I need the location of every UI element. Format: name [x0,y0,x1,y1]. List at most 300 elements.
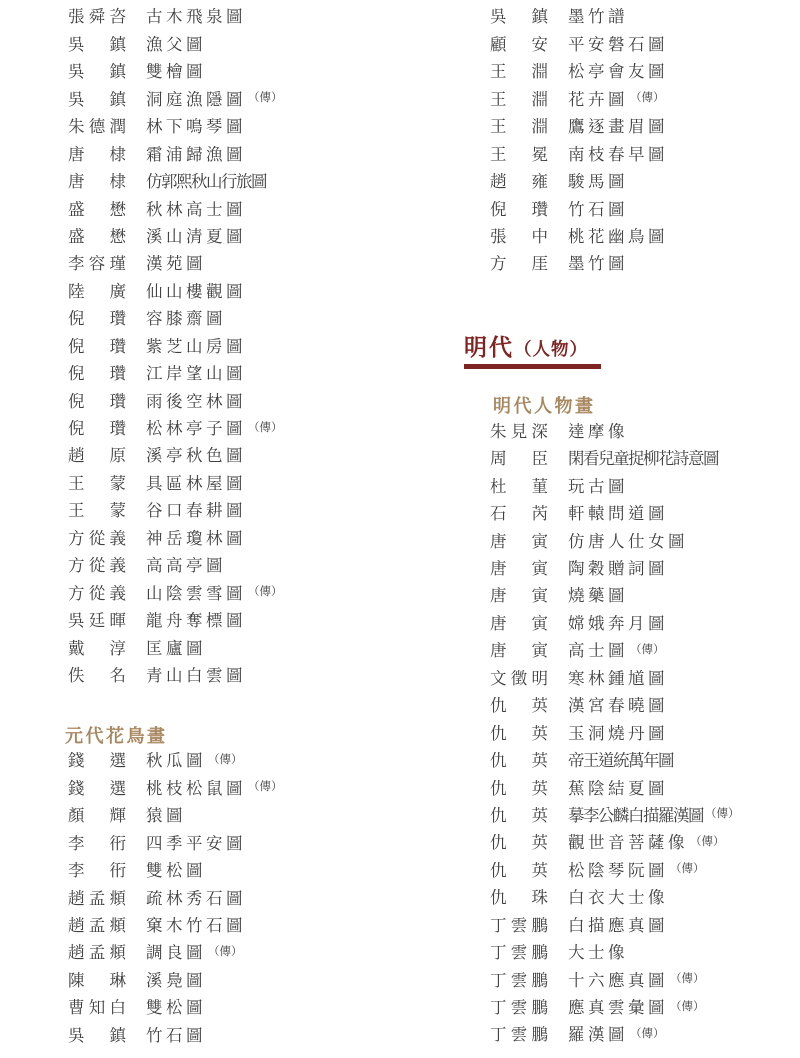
painting-title: 平安磐石圖 [568,34,668,54]
artist-name-char: 淳 [109,638,126,658]
section-header-yuan-bird-flower: 元代花鳥畫 [65,725,168,746]
painting-title: 白描應真圖 [568,915,668,935]
painting-title: 霜浦歸漁圖 [146,144,246,164]
artist-name-char: 王 [490,89,507,109]
artist-name-char: 暉 [109,611,126,631]
artist-name-char: 仇 [490,888,507,908]
artist-name [490,89,548,109]
artist-name [68,473,126,493]
catalog-entry [490,720,800,747]
painting-title: 溪山清夏圖 [146,226,246,246]
painting-title: 玉洞燒丹圖 [568,723,668,743]
painting-title: 鷹逐畫眉圖 [568,117,668,137]
catalog-entry [490,912,800,939]
artist-name-char: 仇 [490,723,507,743]
artist-name-char: 唐 [490,531,507,551]
artist-name-char: 孟 [88,943,106,963]
artist-name [490,174,548,191]
artist-name [490,451,548,468]
artist-name [490,256,548,273]
dynasty-header [464,335,800,369]
artist-name [490,860,548,880]
artist-name-char: 丁 [490,915,507,935]
catalog-entry [68,31,468,58]
artist-name [68,64,126,81]
artist-name-char: 厓 [531,254,548,274]
painting-title: 洞庭漁隱圖 [146,89,246,109]
artist-name [490,531,548,551]
artist-name-char: 仇 [490,860,507,880]
catalog-entry [490,528,800,555]
attribution-mark: （傳） [690,835,725,848]
artist-name-char: 朱 [490,421,507,441]
catalog-entry [68,775,468,802]
artist-name [490,64,548,81]
artist-name-char: 陳 [68,970,85,990]
artist-name-char: 廣 [109,281,126,301]
painting-title: 花卉圖 [568,89,628,109]
artist-name [68,144,126,164]
painting-title: 雨後空林圖 [146,391,246,411]
catalog-entry [68,885,468,912]
catalog-entry [68,306,468,333]
artist-name-char: 仇 [490,778,507,798]
header-underline [464,364,601,369]
painting-title: 猿圖 [146,806,186,826]
artist-name-char: 佚 [68,665,85,685]
artist-name-char: 鵬 [531,915,548,935]
artist-name-char: 鵬 [531,943,548,963]
artist-name-char: 倪 [68,419,85,439]
painting-title: 疏林秀石圖 [146,888,246,908]
artist-name-char: 懋 [109,226,126,246]
painting-title: 匡廬圖 [146,638,206,658]
artist-name-char: 瓚 [109,364,126,384]
artist-name [490,476,548,496]
painting-title: 紫芝山房圖 [146,336,246,356]
artist-name-char: 從 [88,556,106,576]
artist-name-char: 咨 [109,7,126,27]
catalog-entry [490,114,800,141]
artist-name-char: 丁 [490,1025,507,1045]
attribution-mark: （傳） [248,781,283,794]
artist-name-char: 容 [88,254,106,274]
artist-name-char: 義 [109,583,126,603]
artist-name-char: 周 [490,449,507,469]
catalog-entry [68,858,468,885]
artist-name [490,643,548,660]
painting-title: 閑看兒童捉柳花詩意圖 [568,449,718,469]
artist-name-char: 懋 [109,199,126,219]
artist-name [490,805,548,825]
artist-name-char: 吳 [68,1025,85,1045]
artist-name-char: 瓚 [109,419,126,439]
artist-name [68,528,126,548]
artist-name-char: 唐 [490,586,507,606]
artist-name [68,256,126,273]
artist-name-char: 丁 [490,943,507,963]
painting-title: 觀世音菩薩像 [568,833,688,853]
catalog-entry [490,59,800,86]
artist-name-char: 白 [109,998,126,1018]
painting-title: 漢苑圖 [146,254,206,274]
artist-name-char: 石 [490,504,507,524]
catalog-entry [490,665,800,692]
artist-name-char: 瑾 [109,254,126,274]
attribution-mark: （傳） [208,753,243,766]
artist-name [490,945,548,962]
painting-title: 桃花幽鳥圖 [568,226,668,246]
artist-name-char: 中 [531,226,548,246]
painting-title: 嫦娥奔月圖 [568,613,668,633]
artist-name [490,613,548,633]
catalog-entry [490,446,800,473]
catalog-entry [490,583,800,610]
artist-name-char: 仇 [490,805,507,825]
artist-name [68,34,126,54]
artist-name-char: 從 [88,583,106,603]
artist-name [490,34,548,54]
artist-name-char: 顧 [490,34,507,54]
artist-name-char: 瓚 [109,391,126,411]
artist-name-char: 唐 [490,559,507,579]
artist-name [68,833,126,853]
artist-name [490,1027,548,1044]
artist-name-char: 李 [68,254,85,274]
artist-name [490,1000,548,1017]
artist-name-char: 鎮 [109,1025,126,1045]
right-column [464,0,800,1049]
artist-name [490,668,548,688]
painting-title: 龍舟奪標圖 [146,611,246,631]
catalog-entry [68,1022,468,1049]
catalog-entry [68,940,468,967]
artist-name-char: 選 [109,778,126,798]
artist-name-char: 鵬 [531,998,548,1018]
catalog-entry [490,31,800,58]
attribution-mark: （傳） [670,863,705,876]
artist-name-char: 張 [68,7,85,27]
painting-title: 仿唐人仕女圖 [568,531,688,551]
artist-name-char: 徵 [510,668,528,688]
artist-name-char: 雍 [531,172,548,192]
artist-name-char: 李 [68,861,85,881]
catalog-entry [68,525,468,552]
painting-title: 十六應真圖 [568,970,668,990]
artist-name-char: 王 [490,62,507,82]
artist-name-char: 冕 [531,144,548,164]
catalog-entry [68,59,468,86]
painting-title: 陶穀贈詞圖 [568,559,668,579]
artist-name-char: 寅 [531,531,548,551]
artist-name-char: 瓚 [531,199,548,219]
painting-title: 蕉陰結夏圖 [568,778,668,798]
attribution-mark: （傳） [630,1027,665,1040]
painting-title: 軒轅問道圖 [568,504,668,524]
catalog-entry [68,913,468,940]
artist-name-char: 棣 [109,144,126,164]
artist-name-char: 英 [531,778,548,798]
artist-name [68,366,126,383]
artist-name-char: 方 [490,254,507,274]
artist-name-char: 仇 [490,696,507,716]
catalog-entry [68,443,468,470]
painting-title: 雙檜圖 [146,62,206,82]
catalog-entry [490,473,800,500]
painting-title: 仙山樓觀圖 [146,281,246,301]
artist-name-char: 丁 [490,998,507,1018]
painting-title: 古木飛泉圖 [146,7,246,27]
artist-name [68,753,126,770]
catalog-entry [68,86,468,113]
artist-name-char: 英 [531,860,548,880]
artist-name-char: 雲 [510,1025,528,1045]
catalog-entry [68,748,468,775]
artist-name-char: 方 [68,528,85,548]
catalog-entry [68,196,468,223]
artist-name-char: 淵 [531,62,548,82]
artist-name-char: 深 [531,421,548,441]
artist-name-char: 倪 [68,336,85,356]
catalog-entry [68,333,468,360]
artist-name-char: 德 [88,117,106,137]
catalog-entry [490,86,800,113]
artist-name [68,281,126,301]
dynasty-category: （人物） [514,339,588,360]
catalog-entry [490,967,800,994]
artist-name-char: 衎 [109,861,126,881]
artist-name-char: 方 [68,583,85,603]
artist-name-char: 孟 [88,888,106,908]
artist-name-char: 鵬 [531,1025,548,1045]
catalog-entry [490,775,800,802]
artist-name [68,638,126,658]
artist-name-char: 雲 [510,998,528,1018]
artist-name [68,808,126,825]
artist-name-char: 趙 [68,943,85,963]
painting-title: 秋林高士圖 [146,199,246,219]
artist-name-char: 王 [490,117,507,137]
catalog-entry [490,940,800,967]
painting-title: 燒藥圖 [568,586,628,606]
artist-name [490,890,548,907]
painting-title: 竹石圖 [568,199,628,219]
catalog-entry [68,498,468,525]
yuan-bird-flower-list-continued [490,0,800,278]
artist-name-char: 吳 [68,89,85,109]
artist-name-char: 頫 [109,943,126,963]
painting-title: 寒林鍾馗圖 [568,668,668,688]
artist-name-char: 潤 [109,117,126,137]
artist-name-char: 瓚 [109,309,126,329]
painting-title: 摹李公麟白描羅漢圖 [568,805,703,825]
section-header-ming-figure: 明代人物畫 [493,396,596,417]
artist-name-char: 頫 [109,916,126,936]
painting-title: 墨竹譜 [568,7,628,27]
artist-name-char: 寅 [531,641,548,661]
artist-name-char: 孟 [88,916,106,936]
catalog-entry [68,995,468,1022]
artist-name-char: 曹 [68,998,85,1018]
artist-name [490,226,548,246]
attribution-mark: （傳） [248,586,283,599]
artist-name-char: 珠 [531,888,548,908]
artist-name [68,888,126,908]
painting-title: 南枝春早圖 [568,144,668,164]
artist-name-char: 英 [531,723,548,743]
artist-name [68,583,126,603]
attribution-mark: （傳） [248,92,283,105]
dynasty-name: 明代 [464,335,514,361]
artist-name-char: 趙 [490,172,507,192]
artist-name [68,778,126,798]
catalog-entry [68,967,468,994]
catalog-entry [68,608,468,635]
artist-name-char: 見 [510,421,528,441]
artist-name [490,144,548,164]
catalog-entry [490,885,800,912]
painting-title: 雙松圖 [146,998,206,1018]
artist-name-char: 芮 [531,504,548,524]
artist-name-char: 吳 [490,7,507,27]
artist-name-char: 原 [109,446,126,466]
artist-name-char: 仇 [490,833,507,853]
artist-name [68,119,126,136]
catalog-entry [68,388,468,415]
painting-title: 林下鳴琴圖 [146,117,246,137]
painting-title: 溪鳧圖 [146,970,206,990]
artist-name-char: 唐 [68,144,85,164]
artist-name [490,588,548,605]
artist-name [490,970,548,990]
artist-name-char: 王 [490,144,507,164]
painting-title: 漁父圖 [146,34,206,54]
artist-name-char: 鎮 [109,62,126,82]
artist-name-char: 寅 [531,586,548,606]
painting-title: 大士像 [568,943,628,963]
catalog-entry [68,224,468,251]
catalog-entry [490,610,800,637]
artist-name-char: 王 [68,501,85,521]
artist-name [490,723,548,743]
catalog-entry [490,141,800,168]
yuan-landscape-list [68,0,468,690]
artist-name-char: 唐 [490,641,507,661]
artist-name [68,448,126,465]
artist-name-char: 倪 [68,391,85,411]
artist-name-char: 方 [68,556,85,576]
artist-name-char: 英 [531,751,548,771]
artist-name-char: 英 [531,696,548,716]
catalog-entry [68,278,468,305]
artist-name [490,753,548,770]
artist-name-char: 趙 [68,446,85,466]
artist-name [68,226,126,246]
painting-title: 駿馬圖 [568,172,628,192]
catalog-entry [68,361,468,388]
artist-name-char: 盛 [68,199,85,219]
painting-title: 秋瓜圖 [146,751,206,771]
catalog-entry [68,635,468,662]
artist-name-char: 英 [531,833,548,853]
attribution-mark: （傳） [670,1000,705,1013]
artist-name [68,9,126,26]
painting-title: 仿郭熙秋山行旅圖 [146,172,266,192]
painting-title: 高士圖 [568,641,628,661]
artist-name [68,336,126,356]
catalog-entry [490,556,800,583]
artist-name-char: 唐 [490,613,507,633]
catalog-entry [68,553,468,580]
artist-name-char: 倪 [68,309,85,329]
artist-name-char: 仇 [490,751,507,771]
artist-name [490,698,548,715]
artist-name-char: 頫 [109,888,126,908]
artist-name-char: 陸 [68,281,85,301]
catalog-entry [68,4,468,31]
painting-title: 谷口春耕圖 [146,501,246,521]
artist-name [68,391,126,411]
catalog-entry [490,638,800,665]
painting-title: 高高亭圖 [146,556,226,576]
artist-name-char: 衎 [109,833,126,853]
catalog-entry [490,4,800,31]
catalog-entry [68,141,468,168]
yuan-bird-flower-list [68,748,468,1050]
painting-title: 溪亭秋色圖 [146,446,246,466]
artist-name-char: 鎮 [109,34,126,54]
painting-title: 帝王道統萬年圖 [568,751,673,771]
catalog-entry [68,114,468,141]
artist-name-char: 雲 [510,915,528,935]
artist-name-char: 吳 [68,611,85,631]
artist-name [68,613,126,630]
artist-name [490,778,548,798]
artist-name [68,970,126,990]
artist-name-char: 王 [68,473,85,493]
artist-name [490,835,548,852]
artist-name-char: 淵 [531,89,548,109]
artist-name-char: 寅 [531,559,548,579]
painting-title: 達摩像 [568,421,628,441]
artist-name-char: 朱 [68,117,85,137]
artist-name [490,421,548,441]
painting-title: 桃枝松鼠圖 [146,778,246,798]
artist-name-char: 錢 [68,778,85,798]
artist-name-char: 寅 [531,613,548,633]
painting-title: 調良圖 [146,943,206,963]
artist-name-char: 盛 [68,226,85,246]
catalog-entry [490,995,800,1022]
catalog-entry [490,501,800,528]
catalog-entry [68,580,468,607]
artist-name-char: 杜 [490,476,507,496]
artist-name-char: 廷 [88,611,106,631]
catalog-entry [68,663,468,690]
painting-title: 玩古圖 [568,476,628,496]
artist-name [490,506,548,523]
catalog-entry [68,251,468,278]
artist-name-char: 選 [109,751,126,771]
artist-name-char: 棣 [109,172,126,192]
catalog-entry [490,418,800,445]
painting-title: 青山白雲圖 [146,665,246,685]
artist-name [68,421,126,438]
artist-name-char: 張 [490,226,507,246]
artist-name [68,199,126,219]
painting-title: 墨竹圖 [568,254,628,274]
artist-name-char: 英 [531,805,548,825]
